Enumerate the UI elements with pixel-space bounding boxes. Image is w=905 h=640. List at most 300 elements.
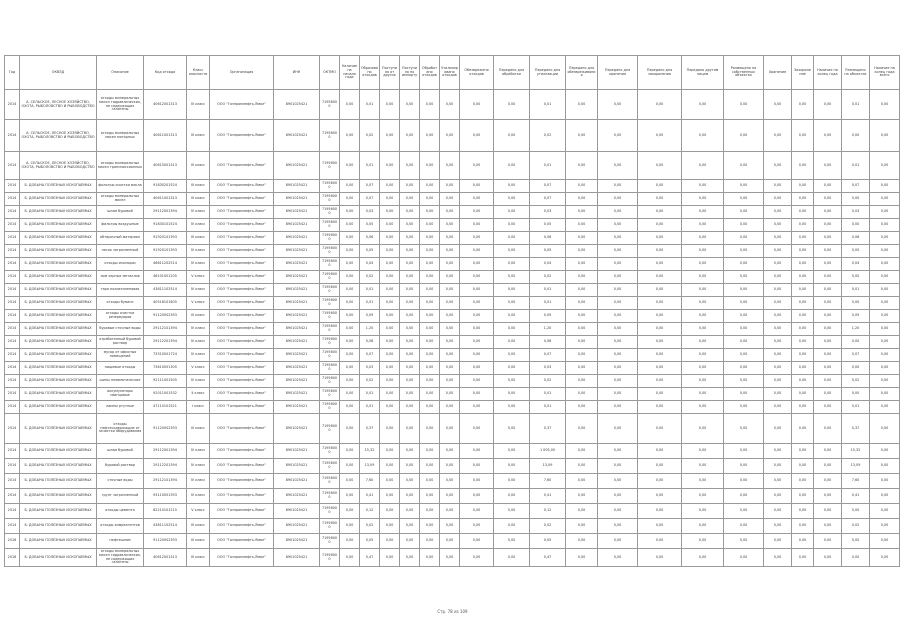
table-cell: песок загрязненный — [97, 245, 144, 258]
table-value-cell: 0,07 — [530, 193, 566, 206]
table-cell: ООО "Газпромнефть-Ямал" — [210, 120, 274, 152]
table-cell: отходы химреагентов — [97, 519, 144, 534]
table-value-cell: 0,00 — [598, 489, 638, 504]
table-value-cell: 0,00 — [566, 219, 598, 232]
table-cell: IV класс — [187, 258, 210, 271]
table-cell: обтирочный материал — [97, 232, 144, 245]
table-value-cell: 0,00 — [460, 375, 494, 388]
table-value-cell: 0,00 — [682, 336, 724, 349]
table-value-cell: 0,00 — [380, 444, 400, 459]
table-value-cell: 0,00 — [340, 349, 360, 362]
table-value-cell: 0,00 — [494, 284, 530, 297]
table-value-cell: 0,00 — [814, 90, 842, 120]
table-cell: 2014 — [5, 180, 20, 193]
table-cell: 8901025421 — [274, 258, 320, 271]
table-value-cell: 0,04 — [360, 258, 380, 271]
table-value-cell: 0,00 — [440, 519, 460, 534]
table-cell: 2014 — [5, 414, 20, 444]
table-value-cell: 0,00 — [566, 180, 598, 193]
table-cell: 40518101605 — [144, 297, 187, 310]
table-cell: III класс — [187, 120, 210, 152]
table-value-cell: 0,00 — [598, 90, 638, 120]
table-cell: Б. ДОБЫЧА ПОЛЕЗНЫХ ИСКОПАЕМЫХ — [20, 444, 97, 459]
table-value-cell: 0,00 — [494, 271, 530, 284]
table-cell: 82210101215 — [144, 504, 187, 519]
table-value-cell: 0,00 — [814, 284, 842, 297]
table-cell: 2014 — [5, 474, 20, 489]
table-cell: III класс — [187, 180, 210, 193]
table-value-cell: 0,00 — [494, 375, 530, 388]
table-row — [5, 444, 900, 459]
table-value-cell: 0,00 — [440, 401, 460, 414]
table-header-cell: Код отхода — [144, 56, 187, 90]
table-value-cell: 0,00 — [638, 474, 682, 489]
table-cell: 8901025421 — [274, 245, 320, 258]
table-cell: Б. ДОБЫЧА ПОЛЕЗНЫХ ИСКОПАЕМЫХ — [20, 459, 97, 474]
table-value-cell: 0,00 — [814, 388, 842, 401]
table-value-cell: 0,00 — [814, 206, 842, 219]
table-value-cell: 0,00 — [400, 310, 420, 323]
table-value-cell: 0,47 — [360, 549, 380, 567]
table-value-cell: 0,00 — [598, 271, 638, 284]
table-value-cell: 0,00 — [440, 375, 460, 388]
table-cell: 8901025421 — [274, 519, 320, 534]
table-header-cell: Передано для захоронения — [638, 56, 682, 90]
table-value-cell: 0,00 — [598, 180, 638, 193]
table-value-cell: 0,00 — [420, 323, 440, 336]
table-value-cell: 0,00 — [440, 459, 460, 474]
table-cell: IV класс — [187, 459, 210, 474]
table-header-cell: Наличие на конец года всего — [870, 56, 900, 90]
table-value-cell: 0,00 — [724, 504, 764, 519]
table-cell: Б. ДОБЫЧА ПОЛЕЗНЫХ ИСКОПАЕМЫХ — [20, 388, 97, 401]
table-cell: 8901025421 — [274, 336, 320, 349]
table-value-cell: 0,00 — [724, 414, 764, 444]
table-value-cell: 0,00 — [494, 474, 530, 489]
table-value-cell: 0,00 — [440, 388, 460, 401]
table-value-cell: 0,00 — [842, 362, 870, 375]
table-value-cell: 0,00 — [440, 534, 460, 549]
table-value-cell: 0,00 — [566, 534, 598, 549]
table-value-cell: 0,00 — [682, 206, 724, 219]
table-value-cell: 0,07 — [530, 180, 566, 193]
table-value-cell: 0,00 — [460, 549, 494, 567]
table-value-cell: 0,00 — [420, 180, 440, 193]
table-cell: 2014 — [5, 284, 20, 297]
table-value-cell: 0,00 — [638, 120, 682, 152]
table-value-cell: 0,00 — [494, 519, 530, 534]
table-value-cell: 0,00 — [440, 323, 460, 336]
table-value-cell: 15,32 — [360, 444, 380, 459]
table-cell: отходы минеральных масел моторных — [97, 120, 144, 152]
table-value-cell: 0,00 — [682, 219, 724, 232]
table-value-cell: 0,00 — [638, 284, 682, 297]
table-value-cell: 0,00 — [814, 534, 842, 549]
table-cell: 71956000 — [320, 401, 340, 414]
table-cell: 8901025421 — [274, 534, 320, 549]
table-value-cell: 0,00 — [566, 519, 598, 534]
table-cell: Б. ДОБЫЧА ПОЛЕЗНЫХ ИСКОПАЕМЫХ — [20, 519, 97, 534]
table-value-cell: 0,00 — [440, 349, 460, 362]
table-value-cell: 0,00 — [460, 120, 494, 152]
table-value-cell: 0,12 — [360, 504, 380, 519]
table-cell: 71956000 — [320, 474, 340, 489]
table-value-cell: 0,00 — [814, 120, 842, 152]
table-value-cell: 0,03 — [530, 362, 566, 375]
table-value-cell: 0,00 — [380, 519, 400, 534]
table-cell: 73610001305 — [144, 362, 187, 375]
table-cell: 2014 — [5, 219, 20, 232]
table-value-cell: 0,00 — [814, 152, 842, 180]
table-value-cell: 0,00 — [638, 349, 682, 362]
page-number: Стр. 78 из 109 — [437, 609, 468, 614]
table-cell: 71956000 — [320, 180, 340, 193]
table-row — [5, 219, 900, 232]
table-value-cell: 0,00 — [682, 232, 724, 245]
table-value-cell: 0,00 — [380, 180, 400, 193]
table-cell: IV класс — [187, 375, 210, 388]
table-value-cell: 0,00 — [340, 336, 360, 349]
table-value-cell: 0,07 — [360, 180, 380, 193]
table-value-cell: 0,08 — [360, 336, 380, 349]
table-cell: ООО "Газпромнефть-Ямал" — [210, 504, 274, 519]
table-cell: 8901025421 — [274, 444, 320, 459]
table-cell: Б. ДОБЫЧА ПОЛЕЗНЫХ ИСКОПАЕМЫХ — [20, 245, 97, 258]
table-value-cell: 0,01 — [530, 297, 566, 310]
table-value-cell: 0,00 — [400, 504, 420, 519]
table-value-cell: 0,00 — [638, 444, 682, 459]
table-cell: ООО "Газпромнефть-Ямал" — [210, 297, 274, 310]
table-value-cell: 0,00 — [638, 232, 682, 245]
table-header-cell: Передано для обработки — [494, 56, 530, 90]
table-cell: 2014 — [5, 401, 20, 414]
table-value-cell: 0,00 — [420, 534, 440, 549]
table-value-cell: 0,00 — [400, 444, 420, 459]
table-value-cell: 0,01 — [530, 90, 566, 120]
table-value-cell: 0,00 — [638, 519, 682, 534]
table-value-cell: 0,00 — [682, 245, 724, 258]
table-value-cell: 0,00 — [764, 459, 792, 474]
table-cell: 71956000 — [320, 258, 340, 271]
table-value-cell: 0,05 — [360, 219, 380, 232]
table-cell: 2014 — [5, 120, 20, 152]
table-value-cell: 0,00 — [792, 219, 814, 232]
table-value-cell: 0,00 — [792, 271, 814, 284]
table-value-cell: 0,00 — [792, 519, 814, 534]
table-value-cell: 0,00 — [440, 90, 460, 120]
table-value-cell: 0,00 — [380, 414, 400, 444]
table-cell: 91920101393 — [144, 245, 187, 258]
table-row — [5, 534, 900, 549]
table-value-cell: 0,00 — [682, 271, 724, 284]
table-cell: 2014 — [5, 323, 20, 336]
table-value-cell: 0,41 — [360, 489, 380, 504]
table-value-cell: 0,00 — [380, 271, 400, 284]
table-row — [5, 193, 900, 206]
table-value-cell: 0,00 — [842, 388, 870, 401]
table-value-cell: 0,00 — [792, 349, 814, 362]
table-value-cell: 0,00 — [598, 362, 638, 375]
table-header-cell: Образовано отходов — [360, 56, 380, 90]
table-value-cell: 0,00 — [400, 232, 420, 245]
table-cell: ООО "Газпромнефть-Ямал" — [210, 444, 274, 459]
table-cell: 71956000 — [320, 310, 340, 323]
table-cell: III класс — [187, 414, 210, 444]
table-value-cell: 0,05 — [530, 219, 566, 232]
table-value-cell: 0,00 — [842, 534, 870, 549]
table-value-cell: 0,00 — [814, 489, 842, 504]
table-cell: 46101001205 — [144, 271, 187, 284]
table-value-cell: 0,00 — [682, 534, 724, 549]
table-value-cell: 0,06 — [842, 232, 870, 245]
table-header-cell: Наличие на начало года — [340, 56, 360, 90]
table-cell: 43811102514 — [144, 284, 187, 297]
table-value-cell: 0,47 — [530, 549, 566, 567]
table-cell: 29112101394 — [144, 323, 187, 336]
table-cell: лом черных металлов — [97, 271, 144, 284]
table-row — [5, 310, 900, 323]
table-value-cell: 0,00 — [420, 232, 440, 245]
table-cell: IV класс — [187, 245, 210, 258]
table-value-cell: 0,00 — [638, 180, 682, 193]
table-value-cell: 0,00 — [870, 375, 900, 388]
table-cell: 2014 — [5, 459, 20, 474]
table-value-cell: 0,00 — [440, 120, 460, 152]
table-value-cell: 0,00 — [420, 90, 440, 120]
table-value-cell: 0,00 — [724, 180, 764, 193]
table-value-cell: 0,00 — [814, 349, 842, 362]
table-value-cell: 0,00 — [814, 549, 842, 567]
table-value-cell: 0,00 — [842, 120, 870, 152]
table-value-cell: 0,00 — [870, 414, 900, 444]
table-value-cell: 0,00 — [566, 323, 598, 336]
table-value-cell: 0,00 — [400, 519, 420, 534]
table-value-cell: 0,02 — [842, 375, 870, 388]
table-value-cell: 0,00 — [598, 206, 638, 219]
table-value-cell: 0,00 — [764, 375, 792, 388]
table-value-cell: 0,00 — [682, 549, 724, 567]
table-value-cell: 0,00 — [494, 90, 530, 120]
table-cell: 2014 — [5, 388, 20, 401]
table-value-cell: 0,02 — [360, 519, 380, 534]
table-cell: IV класс — [187, 489, 210, 504]
table-cell: 71956000 — [320, 271, 340, 284]
table-value-cell: 0,00 — [870, 152, 900, 180]
table-cell: 2014 — [5, 245, 20, 258]
table-value-cell: 0,00 — [792, 375, 814, 388]
table-cell: III класс — [187, 310, 210, 323]
table-cell: А. СЕЛЬСКОЕ, ЛЕСНОЕ ХОЗЯЙСТВО, ОХОТА, РЫБОЛОВСТВО И РЫБОВОДСТВО — [20, 120, 97, 152]
table-value-cell: 0,00 — [566, 120, 598, 152]
table-value-cell: 0,00 — [764, 284, 792, 297]
table-header-cell: Год — [5, 56, 20, 90]
table-value-cell: 0,00 — [598, 258, 638, 271]
table-cell: Б. ДОБЫЧА ПОЛЕЗНЫХ ИСКОПАЕМЫХ — [20, 232, 97, 245]
table-value-cell: 0,00 — [870, 349, 900, 362]
table-cell: IV класс — [187, 219, 210, 232]
table-cell: 2014 — [5, 362, 20, 375]
table-cell: отходы очистки резервуаров — [97, 310, 144, 323]
table-value-cell: 0,00 — [792, 180, 814, 193]
table-value-cell: 0,01 — [530, 388, 566, 401]
table-value-cell: 0,00 — [566, 245, 598, 258]
table-header-cell: Класс опасности — [187, 56, 210, 90]
table-header-cell: Организация — [210, 56, 274, 90]
table-cell: 71956000 — [320, 193, 340, 206]
table-value-cell: 0,00 — [566, 401, 598, 414]
table-cell: 8901025421 — [274, 271, 320, 284]
table-header-cell: Захоронение — [792, 56, 814, 90]
table-value-cell: 0,00 — [870, 534, 900, 549]
table-cell: ООО "Газпромнефть-Ямал" — [210, 349, 274, 362]
table-value-cell: 0,00 — [598, 414, 638, 444]
table-value-cell: 0,00 — [814, 232, 842, 245]
table-value-cell: 0,00 — [842, 245, 870, 258]
table-value-cell: 0,00 — [870, 388, 900, 401]
table-value-cell: 0,00 — [682, 284, 724, 297]
table-value-cell: 0,07 — [842, 349, 870, 362]
table-value-cell: 0,00 — [420, 444, 440, 459]
table-value-cell: 0,00 — [460, 284, 494, 297]
table-value-cell: 0,00 — [764, 388, 792, 401]
table-cell: Б. ДОБЫЧА ПОЛЕЗНЫХ ИСКОПАЕМЫХ — [20, 271, 97, 284]
table-cell: 71956000 — [320, 504, 340, 519]
table-cell: III класс — [187, 534, 210, 549]
table-cell: фильтры воздушные — [97, 219, 144, 232]
table-value-cell: 0,00 — [340, 401, 360, 414]
table-value-cell: 0,00 — [380, 232, 400, 245]
table-value-cell: 0,00 — [682, 90, 724, 120]
table-value-cell: 0,00 — [566, 349, 598, 362]
table-cell: 71956000 — [320, 349, 340, 362]
table-value-cell: 0,03 — [360, 362, 380, 375]
table-value-cell: 0,00 — [380, 193, 400, 206]
table-value-cell: 0,00 — [566, 258, 598, 271]
table-cell: IV класс — [187, 349, 210, 362]
table-value-cell: 0,00 — [400, 323, 420, 336]
table-cell: 8901025421 — [274, 401, 320, 414]
table-value-cell: 0,00 — [764, 401, 792, 414]
table-cell: отходы минеральных масел трансмиссионных — [97, 152, 144, 180]
table-value-cell: 0,00 — [870, 193, 900, 206]
table-value-cell: 0,00 — [460, 152, 494, 180]
table-value-cell: 0,00 — [494, 414, 530, 444]
table-value-cell: 7,60 — [530, 474, 566, 489]
table-value-cell: 0,00 — [792, 474, 814, 489]
table-value-cell: 0,00 — [814, 310, 842, 323]
table-value-cell: 0,00 — [682, 120, 724, 152]
table-cell: Б. ДОБЫЧА ПОЛЕЗНЫХ ИСКОПАЕМЫХ — [20, 206, 97, 219]
table-row — [5, 232, 900, 245]
table-cell: Б. ДОБЫЧА ПОЛЕЗНЫХ ИСКОПАЕМЫХ — [20, 489, 97, 504]
table-value-cell: 0,00 — [724, 310, 764, 323]
table-value-cell: 0,00 — [814, 193, 842, 206]
table-value-cell: 0,00 — [340, 271, 360, 284]
table-cell: 71956000 — [320, 549, 340, 567]
table-value-cell: 0,00 — [380, 90, 400, 120]
table-row — [5, 375, 900, 388]
table-value-cell: 0,00 — [440, 362, 460, 375]
table-value-cell: 0,00 — [682, 152, 724, 180]
table-row — [5, 362, 900, 375]
table-value-cell: 0,01 — [360, 297, 380, 310]
table-value-cell: 0,00 — [792, 284, 814, 297]
table-value-cell: 0,00 — [420, 258, 440, 271]
table-value-cell: 0,00 — [598, 297, 638, 310]
table-value-cell: 0,00 — [420, 414, 440, 444]
table-value-cell: 0,00 — [870, 180, 900, 193]
table-value-cell: 0,00 — [638, 245, 682, 258]
table-value-cell: 0,00 — [792, 336, 814, 349]
table-value-cell: 0,00 — [792, 245, 814, 258]
table-value-cell: 0,00 — [724, 297, 764, 310]
table-value-cell: 0,00 — [380, 504, 400, 519]
table-value-cell: 0,00 — [682, 489, 724, 504]
table-value-cell: 0,00 — [380, 219, 400, 232]
table-value-cell: 0,00 — [682, 310, 724, 323]
table-cell: 2014 — [5, 336, 20, 349]
waste-table — [4, 55, 900, 567]
table-value-cell: 0,00 — [420, 219, 440, 232]
table-value-cell: 0,00 — [420, 489, 440, 504]
table-value-cell: 0,00 — [460, 401, 494, 414]
table-value-cell: 0,00 — [682, 401, 724, 414]
table-value-cell: 0,00 — [638, 414, 682, 444]
table-value-cell: 0,00 — [814, 245, 842, 258]
table-value-cell: 0,00 — [420, 401, 440, 414]
table-row — [5, 349, 900, 362]
table-value-cell: 0,00 — [682, 323, 724, 336]
table-value-cell: 1,20 — [360, 323, 380, 336]
table-cell: 8901025421 — [274, 219, 320, 232]
table-value-cell: 0,00 — [764, 362, 792, 375]
table-value-cell: 0,00 — [340, 258, 360, 271]
table-row — [5, 388, 900, 401]
table-value-cell: 0,00 — [420, 474, 440, 489]
table-row — [5, 401, 900, 414]
table-value-cell: 0,00 — [460, 206, 494, 219]
table-value-cell: 0,00 — [792, 90, 814, 120]
table-value-cell: 0,05 — [360, 534, 380, 549]
table-value-cell: 0,00 — [870, 90, 900, 120]
table-value-cell: 0,00 — [380, 375, 400, 388]
table-cell: 29112201394 — [144, 336, 187, 349]
table-value-cell: 0,00 — [400, 284, 420, 297]
table-cell: Б. ДОБЫЧА ПОЛЕЗНЫХ ИСКОПАЕМЫХ — [20, 362, 97, 375]
table-cell: 93110001393 — [144, 489, 187, 504]
table-cell: 8901025421 — [274, 152, 320, 180]
table-value-cell: 0,00 — [566, 284, 598, 297]
table-value-cell: 0,00 — [566, 489, 598, 504]
table-value-cell: 0,00 — [638, 549, 682, 567]
table-value-cell: 0,00 — [494, 180, 530, 193]
table-cell: Б. ДОБЫЧА ПОЛЕЗНЫХ ИСКОПАЕМЫХ — [20, 336, 97, 349]
table-value-cell: 0,00 — [380, 323, 400, 336]
table-header-cell: Передано для утилизации — [530, 56, 566, 90]
table-value-cell: 0,00 — [420, 388, 440, 401]
table-cell: буровой раствор — [97, 459, 144, 474]
table-cell: 71956000 — [320, 323, 340, 336]
table-value-cell: 0,00 — [494, 349, 530, 362]
table-value-cell: 0,00 — [814, 180, 842, 193]
table-header-cell: ОКВЭД — [20, 56, 97, 90]
table-cell: 92111001505 — [144, 375, 187, 388]
table-cell: IV класс — [187, 444, 210, 459]
table-cell: Б. ДОБЫЧА ПОЛЕЗНЫХ ИСКОПАЕМЫХ — [20, 323, 97, 336]
table-value-cell: 0,00 — [494, 549, 530, 567]
table-value-cell: 0,07 — [530, 349, 566, 362]
table-value-cell: 0,00 — [340, 120, 360, 152]
